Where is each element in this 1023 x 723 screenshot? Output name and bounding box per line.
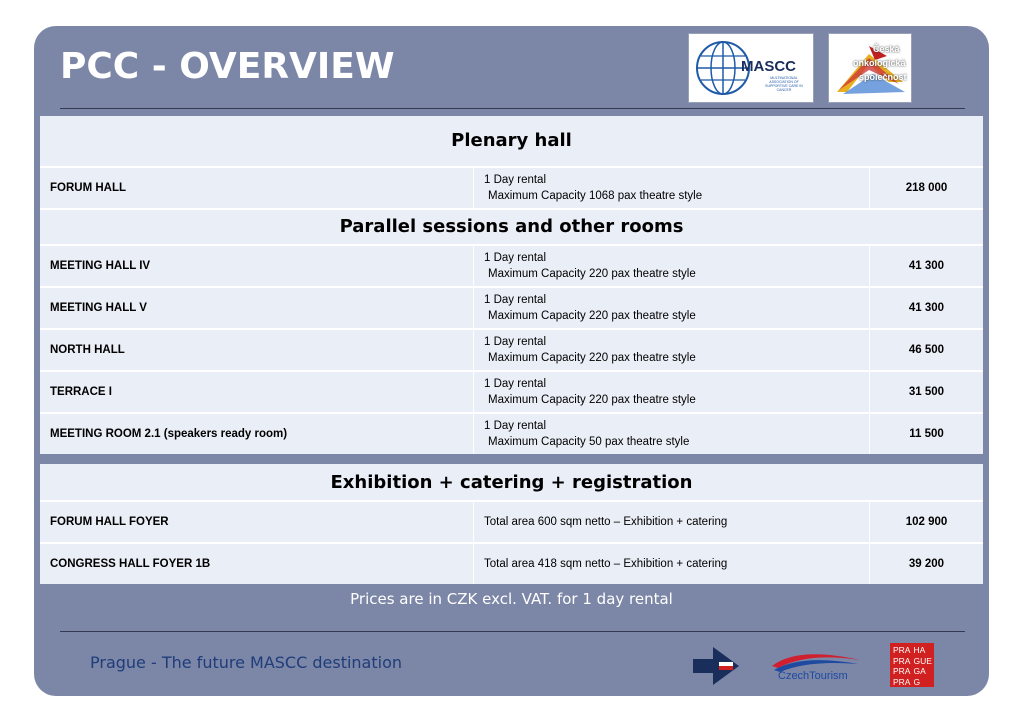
room-details: Total area 600 sqm netto – Exhibition + catering: [474, 502, 870, 542]
room-price: 11 500: [909, 428, 944, 440]
price-note: Prices are in CZK excl. VAT. for 1 day rental: [350, 590, 673, 608]
cos-logo-text-1: Česká: [873, 44, 900, 54]
room-name: MEETING HALL IV: [40, 246, 474, 286]
cos-logo: [828, 33, 912, 103]
room-price: 102 900: [905, 516, 948, 528]
mascc-logo: [688, 33, 814, 103]
czechtourism-swoosh-icon: [768, 646, 862, 672]
exhibition-heading: Exhibition + catering + registration: [40, 464, 983, 500]
mascc-logo-subtitle: MULTINATIONAL ASSOCIATION OF SUPPORTIVE CARE IN CANCER: [765, 76, 803, 92]
room-price: 218 000: [905, 182, 948, 194]
room-details: Total area 418 sqm netto – Exhibition + catering: [474, 544, 870, 584]
room-name: FORUM HALL: [40, 168, 474, 208]
parallel-heading: Parallel sessions and other rooms: [40, 208, 983, 244]
room-details: 1 Day rental Maximum Capacity 220 pax theatre style: [474, 246, 870, 286]
table-row: [40, 244, 983, 286]
room-details: 1 Day rental Maximum Capacity 220 pax theatre style: [474, 330, 870, 370]
venue-table: [40, 116, 983, 454]
czech-arrow-logo-icon: [693, 645, 743, 687]
footer-text: Prague - The future MASCC destination: [90, 653, 403, 672]
room-name: MEETING HALL V: [40, 288, 474, 328]
page-title: PCC - OVERVIEW: [60, 46, 395, 87]
cos-logo-text-3: společnost: [859, 72, 907, 82]
exhibition-table: [40, 464, 983, 584]
czechtourism-text: CzechTourism: [778, 670, 848, 682]
table-row: [40, 370, 983, 412]
room-price: 41 300: [908, 302, 945, 314]
room-name: CONGRESS HALL FOYER 1B: [40, 544, 474, 584]
table-row: [40, 166, 983, 208]
table-row: [40, 328, 983, 370]
table-row: [40, 500, 983, 542]
bottom-divider: [60, 631, 965, 632]
room-price: 46 500: [908, 344, 945, 356]
mascc-logo-text: MASCC: [741, 58, 796, 75]
room-details: 1 Day rental Maximum Capacity 50 pax theatre style: [474, 414, 870, 454]
table-row: [40, 412, 983, 454]
table-row: [40, 542, 983, 584]
room-details: 1 Day rental Maximum Capacity 1068 pax theatre style: [474, 168, 870, 208]
room-price: 31 500: [908, 386, 945, 398]
room-price: 41 300: [908, 260, 945, 272]
plenary-heading: Plenary hall: [40, 116, 983, 166]
room-price: 39 200: [908, 558, 945, 570]
room-name: TERRACE I: [40, 372, 474, 412]
top-divider: [60, 108, 965, 109]
cos-logo-text-2: onkologická: [853, 58, 906, 68]
czechtourism-logo: [768, 646, 862, 686]
table-row: [40, 286, 983, 328]
room-name: FORUM HALL FOYER: [40, 502, 474, 542]
room-name: MEETING ROOM 2.1 (speakers ready room): [40, 414, 474, 454]
room-details: 1 Day rental Maximum Capacity 220 pax theatre style: [474, 288, 870, 328]
room-name: NORTH HALL: [40, 330, 474, 370]
room-details: 1 Day rental Maximum Capacity 220 pax theatre style: [474, 372, 870, 412]
praha-logo: PRA HA PRA GUE PRA GA PRA G: [890, 643, 934, 687]
